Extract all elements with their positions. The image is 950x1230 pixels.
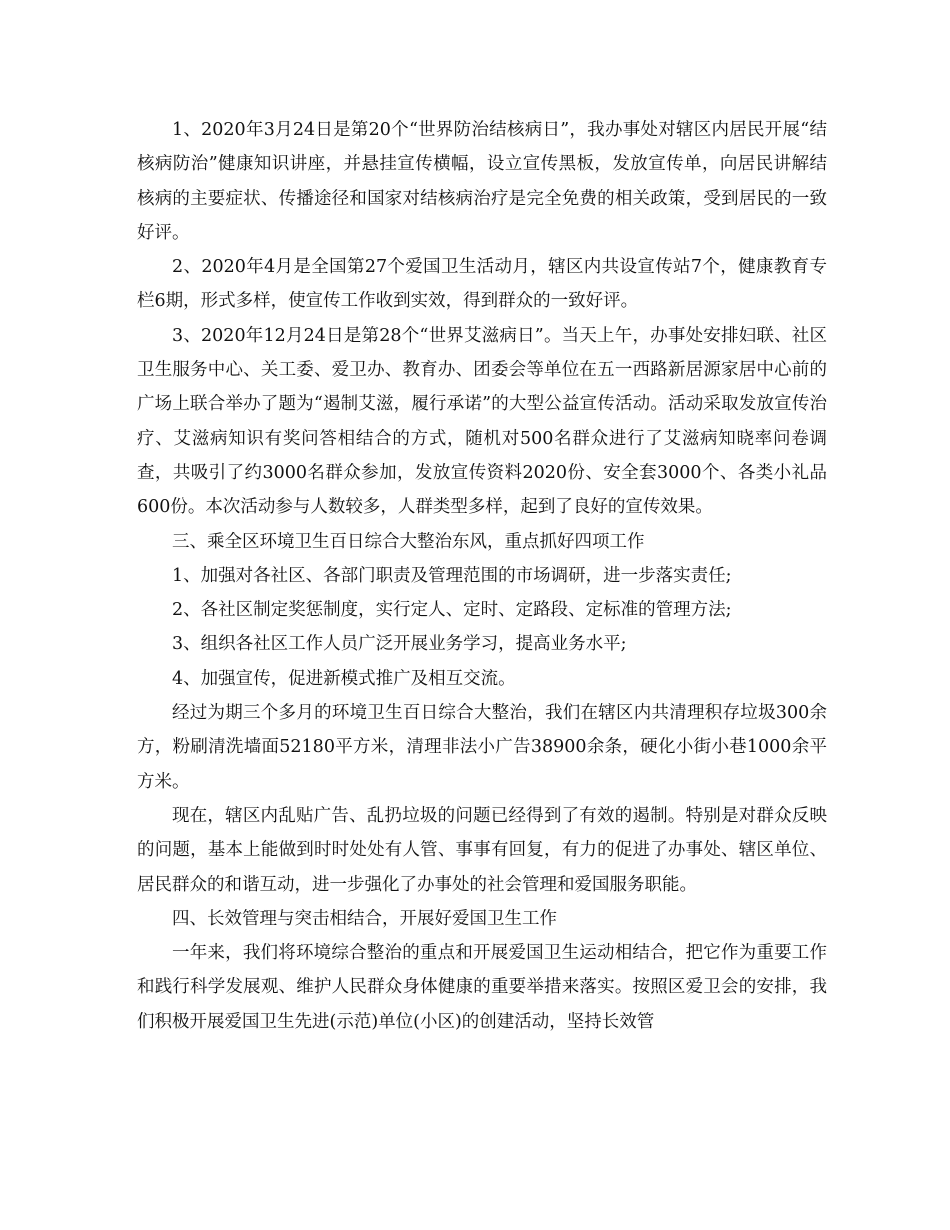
section-heading-four: 四、长效管理与突击相结合，开展好爱国卫生工作 bbox=[172, 908, 557, 929]
paragraph-task-2: 2、各社区制定奖惩制度，实行定人、定时、定路段、定标准的管理方法; bbox=[172, 600, 732, 621]
paragraph-task-3: 3、组织各社区工作人员广泛开展业务学习，提高业务水平; bbox=[172, 634, 627, 655]
paragraph-health-month-item: 2、2020年4月是全国第27个爱国卫生活动月，辖区内共设宣传站7个，健康教育专栏6期，形式多样，使宣传工作收到实效，得到群众的一致好评。 bbox=[137, 257, 827, 312]
paragraph-aids-day-item: 3、2020年12月24日是第28个“世界艾滋病日”。当天上午，办事处安排妇联、社区卫生服务中心、关工委、爱卫办、教育办、团委会等单位在五一西路新居源家居中心前的广场上联合举办了题为“遏制艾滋，履行承诺”的大型公益宣传活动。活动采取发放宣传治疗、艾滋病知识有奖问答相结合的方式，随机对500名群众进行了艾滋病知晓率问卷调查，共吸引了约3000名群众参加，发放宣传资料2020份、安全套3000个、各类小礼品600份。本次活动参与人数较多，人群类型多样，起到了良好的宣传效果。 bbox=[137, 325, 827, 518]
paragraph-task-4: 4、加强宣传，促进新模式推广及相互交流。 bbox=[172, 668, 516, 689]
section-heading-three: 三、乘全区环境卫生百日综合大整治东风，重点抓好四项工作 bbox=[172, 531, 645, 552]
paragraph-cleanup-results: 经过为期三个多月的环境卫生百日综合大整治，我们在辖区内共清理积存垃圾300余方，粉刷清洗墙面52180平方米，清理非法小广告38900余条，硬化小街小巷1000余平方米。 bbox=[137, 703, 827, 792]
paragraph-task-1: 1、加强对各社区、各部门职责及管理范围的市场调研，进一步落实责任; bbox=[172, 565, 732, 586]
paragraph-current-status: 现在，辖区内乱贴广告、乱扔垃圾的问题已经得到了有效的遏制。特别是对群众反映的问题，基本上能做到时时处处有人管、事事有回复，有力的促进了办事处、辖区单位、居民群众的和谐互动，进一步强化了办事处的社会管理和爱国服务职能。 bbox=[137, 805, 827, 895]
paragraph-tb-day-item: 1、2020年3月24日是第20个“世界防治结核病日”，我办事处对辖区内居民开展“结核病防治”健康知识讲座，并悬挂宣传横幅，设立宣传黑板，发放宣传单，向居民讲解结核病的主要症状、传播途径和国家对结核病治疗是完全免费的相关政策，受到居民的一致好评。 bbox=[137, 120, 827, 243]
document-body bbox=[137, 113, 827, 1039]
paragraph-year-review: 一年来，我们将环境综合整治的重点和开展爱国卫生运动相结合，把它作为重要工作和践行科学发展观、维护人民群众身体健康的重要举措来落实。按照区爱卫会的安排，我们积极开展爱国卫生先进(示范)单位(小区)的创建活动，坚持长效管 bbox=[137, 943, 827, 1032]
